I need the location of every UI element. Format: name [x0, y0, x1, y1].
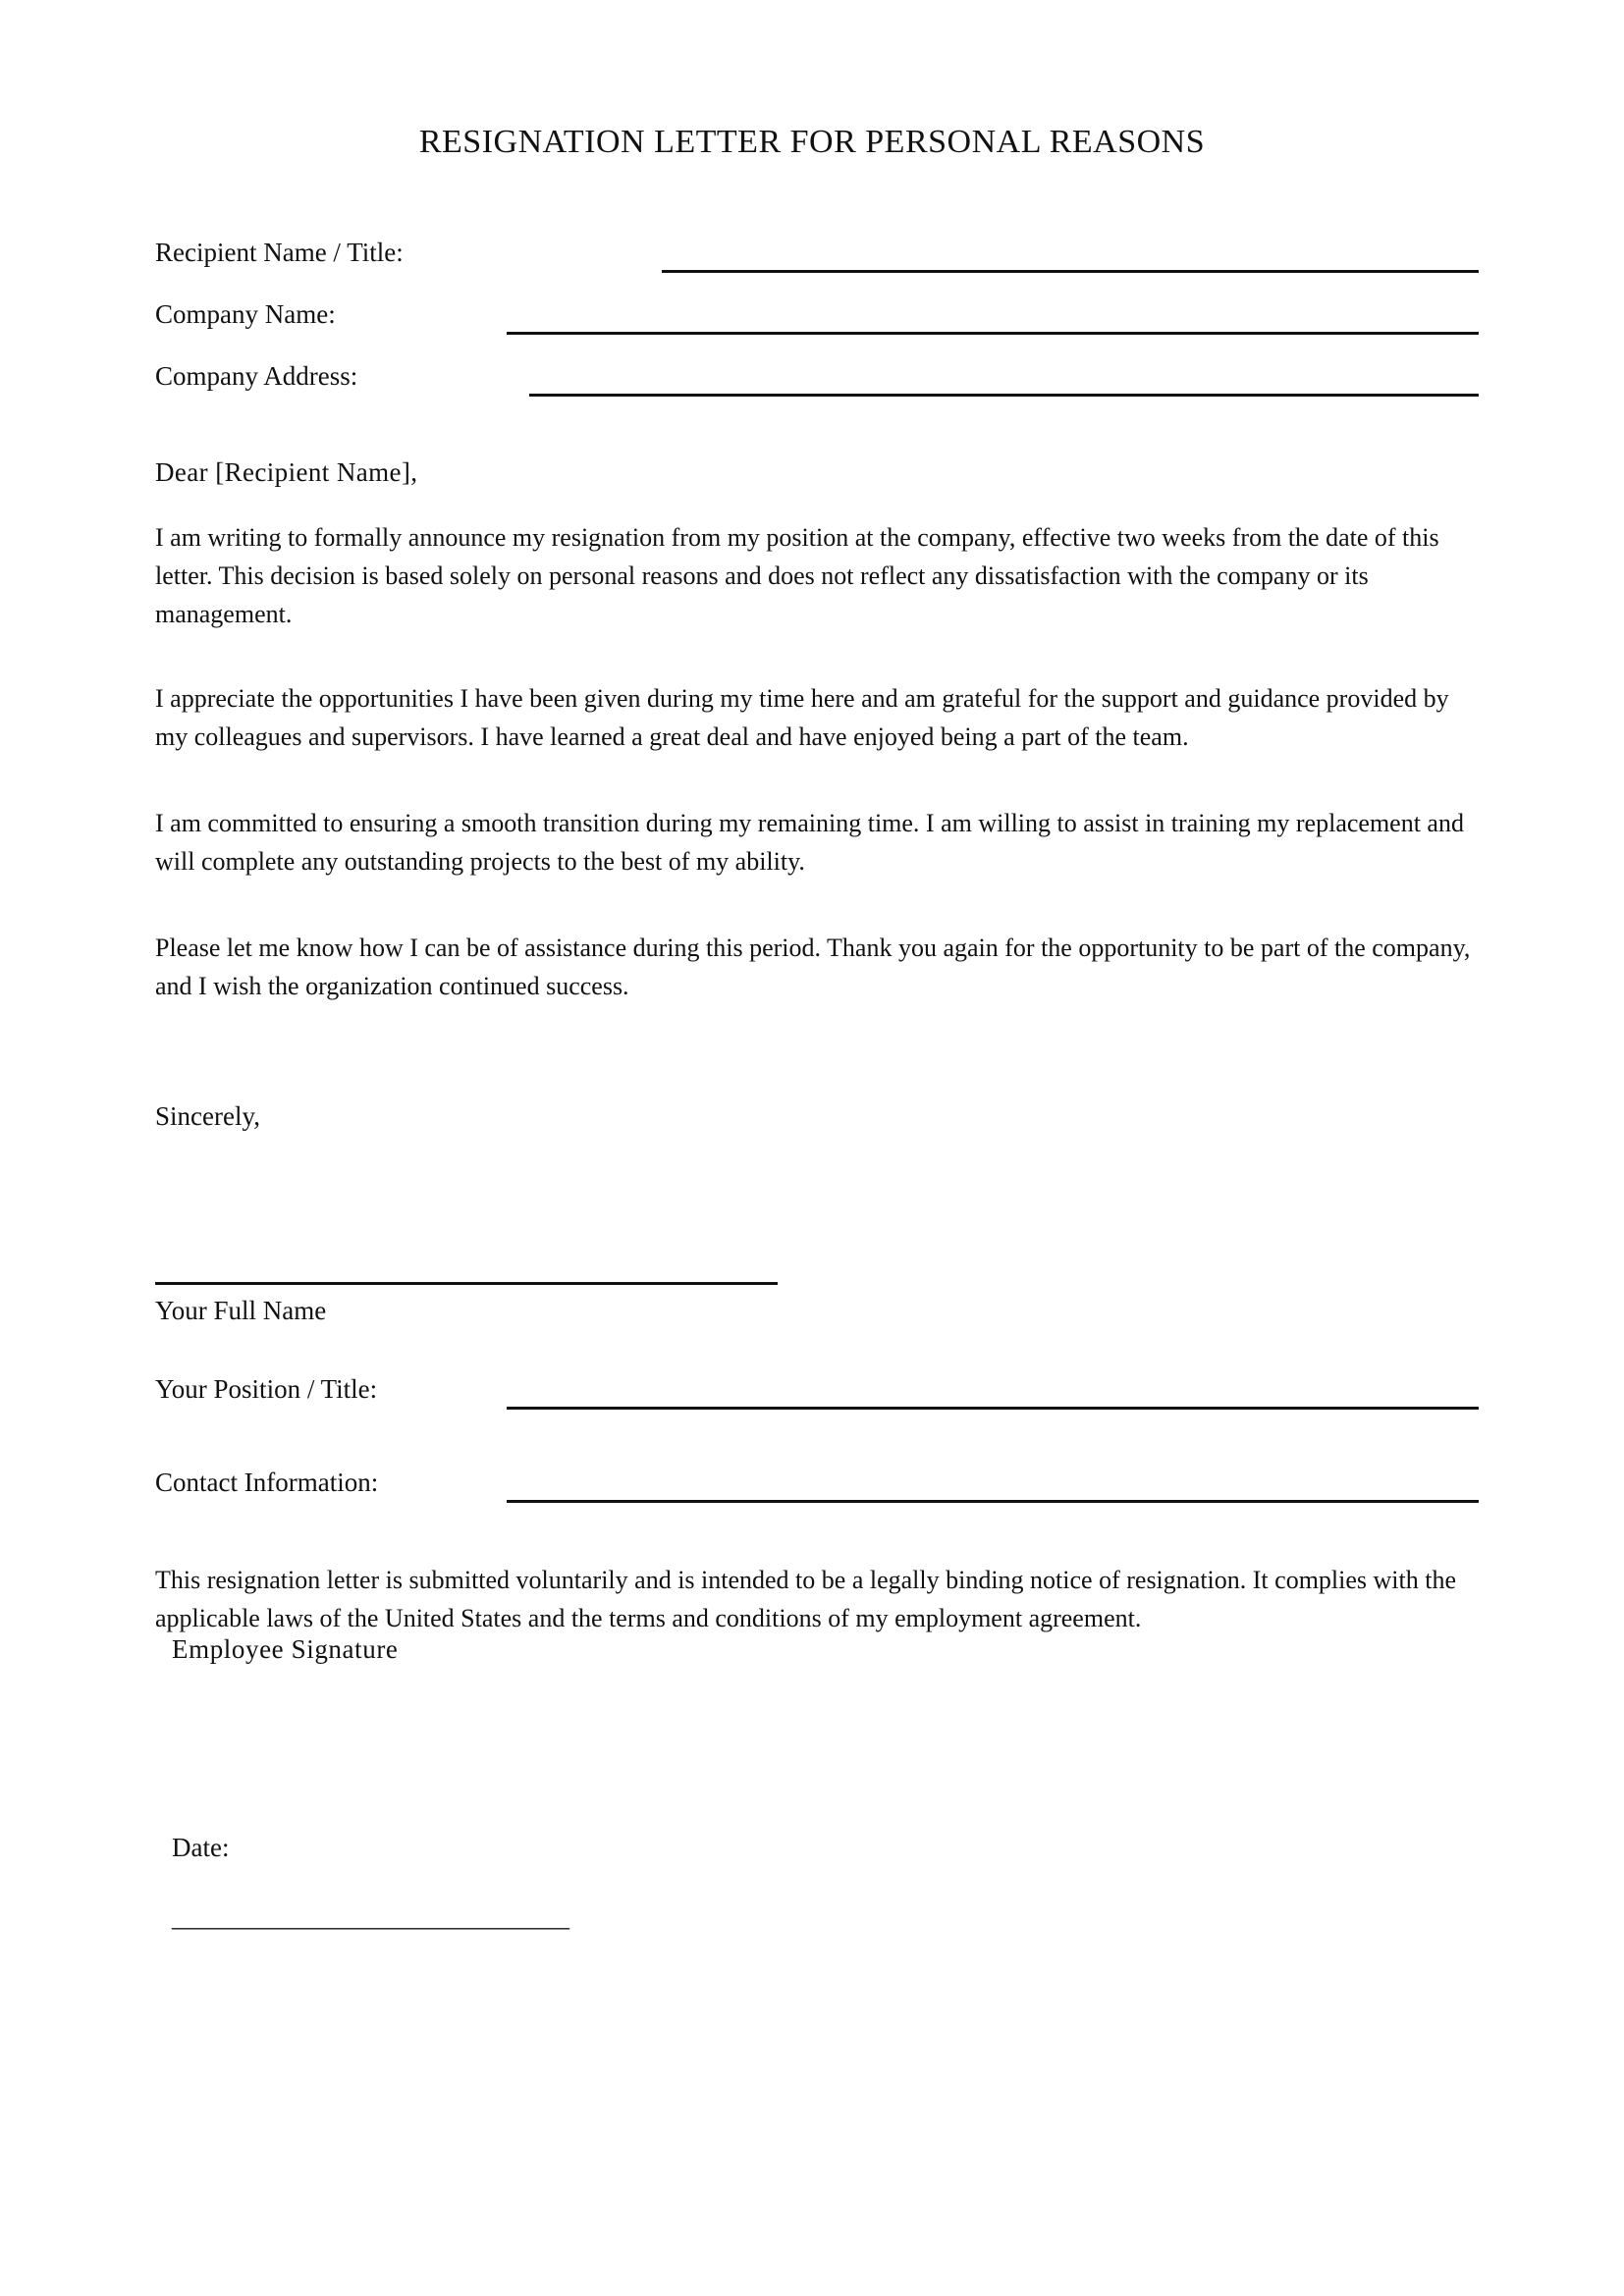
employee-signature-label: Employee Signature	[172, 1634, 399, 1664]
contact-line[interactable]	[507, 1500, 1479, 1503]
body-paragraph-1: I am writing to formally announce my resignation from my position at the company, effective two weeks from the date of this letter. This decision is based solely on personal reasons and does not reflect any dissatisfaction with the company or its management.	[155, 523, 1439, 628]
recipient-line[interactable]	[662, 270, 1479, 273]
company-address-label: Company Address:	[155, 361, 358, 391]
body-paragraph-2: I appreciate the opportunities I have been given during my time here and am grateful for the support and guidance provided by my colleagues and supervisors. I have learned a great deal and have enjoyed being a part of the team.	[155, 684, 1449, 751]
company-address-line[interactable]	[529, 394, 1479, 397]
salutation: Dear [Recipient Name],	[155, 457, 418, 487]
recipient-label: Recipient Name / Title:	[155, 238, 404, 267]
signature-line[interactable]	[155, 1282, 778, 1285]
full-name-label: Your Full Name	[155, 1296, 327, 1325]
body-paragraph-3: I am committed to ensuring a smooth transition during my remaining time. I am willing to assist in training my replacement and will complete any outstanding projects to the best of my ability.	[155, 809, 1464, 876]
company-name-label: Company Name:	[155, 299, 336, 329]
position-line[interactable]	[507, 1407, 1479, 1410]
date-blank[interactable]: ______________________________	[172, 1902, 569, 1932]
position-label: Your Position / Title:	[155, 1374, 378, 1404]
contact-label: Contact Information:	[155, 1468, 379, 1497]
legal-statement: This resignation letter is submitted voluntarily and is intended to be a legally binding notice of resignation. It complies with the applicable laws of the United States and the terms and conditions of my employment agreement.	[155, 1566, 1457, 1632]
body-paragraph-4: Please let me know how I can be of assistance during this period. Thank you again for the opportunity to be part of the company, and I wish the organization continued success.	[155, 934, 1471, 1000]
date-label: Date:	[172, 1833, 230, 1862]
closing: Sincerely,	[155, 1101, 260, 1131]
document-title: RESIGNATION LETTER FOR PERSONAL REASONS	[418, 124, 1206, 160]
company-name-line[interactable]	[507, 332, 1479, 335]
